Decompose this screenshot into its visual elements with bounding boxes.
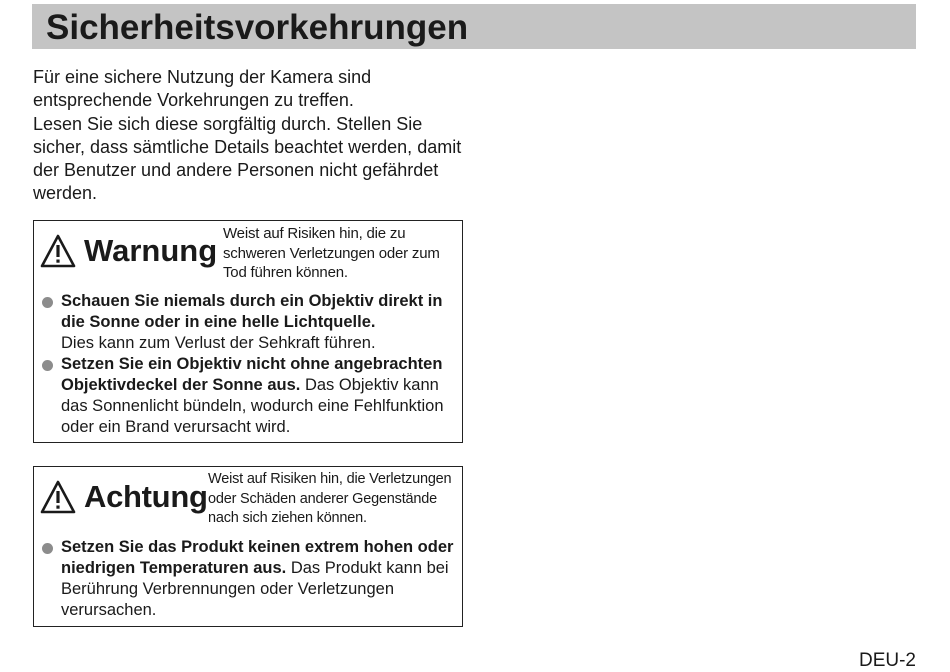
caution-items bbox=[40, 537, 462, 621]
item-bold-text: Schauen Sie niemals durch ein Objektiv direkt in die Sonne oder in eine helle Lichtquelle. bbox=[61, 292, 443, 331]
page-number: DEU-2 bbox=[858, 650, 916, 671]
page-title: Sicherheitsvorkehrungen bbox=[46, 8, 469, 47]
item-text: Dies kann zum Verlust der Sehkraft führen. bbox=[61, 334, 376, 352]
item-bold-text: Setzen Sie ein Objektiv nicht ohne angebrachten Objektivdeckel der Sonne aus. bbox=[61, 355, 443, 394]
warning-heading bbox=[40, 231, 217, 271]
item-text: Das Produkt kann bei Berührung Verbrennungen oder Verletzungen verursachen. bbox=[61, 559, 449, 619]
warning-description-line: schweren Verletzungen oder zum bbox=[223, 244, 440, 262]
caution-description-line: oder Schäden anderer Gegenstände bbox=[208, 490, 437, 507]
list-item bbox=[40, 354, 462, 438]
bullet-icon bbox=[42, 297, 53, 308]
item-bold-text: Setzen Sie das Produkt keinen extrem hohen oder niedrigen Temperaturen aus. bbox=[61, 538, 454, 577]
warning-description bbox=[223, 224, 440, 283]
caution-title: Achtung bbox=[84, 479, 208, 514]
warning-items bbox=[40, 291, 462, 438]
warning-title: Warnung bbox=[84, 233, 218, 268]
bullet-icon bbox=[42, 360, 53, 371]
warning-description-line: Tod führen können. bbox=[223, 264, 348, 281]
bullet-icon bbox=[42, 543, 53, 554]
caution-box bbox=[33, 466, 463, 627]
warning-box bbox=[33, 220, 463, 443]
caution-heading bbox=[40, 477, 208, 517]
list-item bbox=[40, 291, 462, 354]
warning-description-line: Weist auf Risiken hin, die zu bbox=[223, 225, 406, 242]
intro-paragraph-2: Lesen Sie sich diese sorgfältig durch. Stellen Sie sicher, dass sämtliche Details beachtet werden, damit der Benutzer und andere Personen nicht gefährdet werden. bbox=[33, 113, 462, 204]
item-text: Das Objektiv kann das Sonnenlicht bündeln, wodurch eine Fehlfunktion oder ein Brand verursacht wird. bbox=[61, 376, 444, 436]
section-header bbox=[32, 4, 916, 49]
caution-description bbox=[208, 470, 451, 529]
intro-text bbox=[33, 66, 473, 206]
caution-description-line: Weist auf Risiken hin, die Verletzungen bbox=[208, 471, 452, 487]
warning-triangle-icon bbox=[40, 234, 76, 268]
intro-paragraph-1: Für eine sichere Nutzung der Kamera sind entsprechende Vorkehrungen zu treffen. bbox=[33, 67, 372, 111]
caution-description-line: nach sich ziehen können. bbox=[208, 510, 367, 526]
warning-triangle-icon bbox=[40, 480, 76, 514]
list-item bbox=[40, 537, 462, 621]
